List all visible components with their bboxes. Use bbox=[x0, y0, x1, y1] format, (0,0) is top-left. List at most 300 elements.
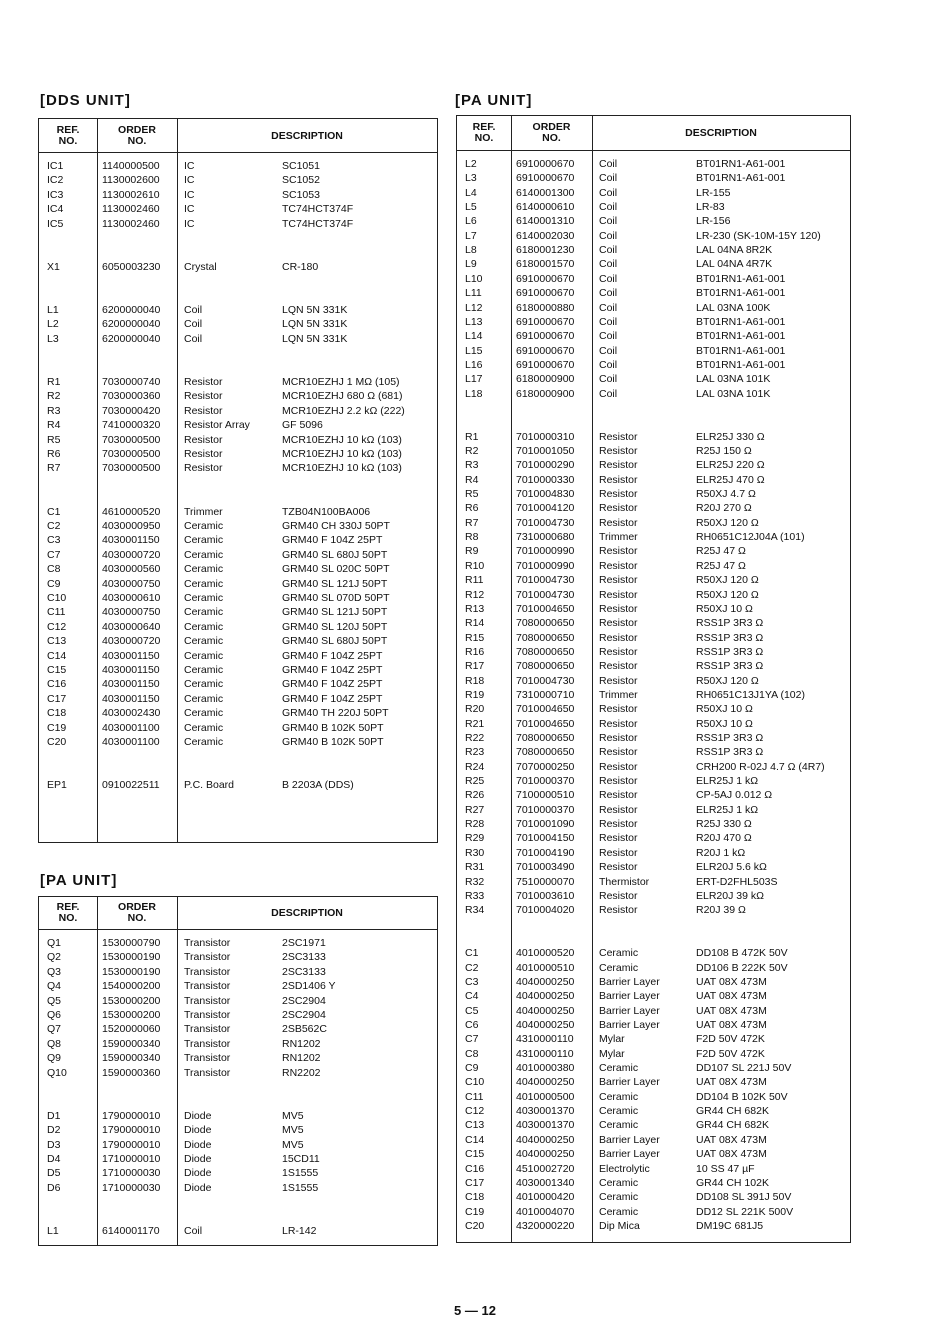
table-row bbox=[39, 950, 437, 964]
order-no: 1130002600 bbox=[102, 174, 160, 187]
part-spec: R50XJ 10 Ω bbox=[696, 703, 753, 716]
part-spec: BT01RN1-A61-001 bbox=[696, 315, 786, 328]
order-no-header-line2: NO. bbox=[127, 134, 147, 147]
ref-no: R27 bbox=[465, 803, 485, 816]
part-spec: LR-230 (SK-10M-15Y 120) bbox=[696, 229, 821, 242]
order-no: 7010004150 bbox=[516, 832, 575, 845]
ref-no: C11 bbox=[47, 606, 66, 619]
table-row bbox=[39, 303, 437, 317]
part-type: Ceramic bbox=[184, 707, 224, 720]
part-type: Transistor bbox=[184, 1009, 231, 1021]
table-row bbox=[39, 533, 437, 547]
ref-no: R29 bbox=[465, 832, 485, 845]
part-type: Transistor bbox=[184, 965, 231, 978]
table-row bbox=[457, 717, 850, 731]
part-type: Resistor bbox=[599, 445, 638, 457]
order-no: 4030001370 bbox=[516, 1119, 575, 1132]
ref-no: L3 bbox=[465, 172, 477, 185]
table-row bbox=[39, 692, 437, 706]
ref-no: IC2 bbox=[47, 174, 64, 187]
part-spec: GRM40 SL 120J 50PT bbox=[282, 620, 388, 633]
part-spec: MCR10EZHJ 10 kΩ (103) bbox=[282, 448, 402, 460]
table-row bbox=[39, 1152, 437, 1166]
part-type: Resistor bbox=[599, 631, 638, 644]
part-spec: LR-156 bbox=[696, 215, 731, 228]
part-spec: TC74HCT374F bbox=[282, 217, 354, 230]
order-no: 6910000670 bbox=[516, 330, 575, 343]
ref-no: C2 bbox=[465, 961, 479, 974]
order-no: 4040000250 bbox=[516, 990, 575, 1003]
part-spec: TC74HCT374F bbox=[282, 203, 354, 216]
table-row bbox=[39, 620, 437, 634]
part-type: Resistor bbox=[599, 660, 638, 673]
ref-no: L1 bbox=[47, 1225, 59, 1237]
ref-no: R5 bbox=[47, 433, 61, 446]
part-type: Ceramic bbox=[184, 721, 224, 734]
ref-no: Q2 bbox=[47, 951, 62, 964]
part-type: Transistor bbox=[184, 994, 231, 1007]
part-type: Ceramic bbox=[184, 635, 224, 648]
ref-no: C9 bbox=[47, 577, 61, 590]
order-no: 6180000900 bbox=[516, 373, 575, 386]
part-spec: UAT 08X 473M bbox=[696, 990, 767, 1003]
part-spec: GR44 CH 682K bbox=[696, 1119, 769, 1132]
table-row bbox=[457, 659, 850, 673]
part-spec: GRM40 B 102K 50PT bbox=[282, 721, 384, 734]
table-row bbox=[457, 1090, 850, 1104]
order-no: 4030001340 bbox=[516, 1176, 575, 1189]
order-no: 4040000250 bbox=[516, 1133, 575, 1146]
order-no: 1710000030 bbox=[102, 1181, 161, 1194]
order-no: 7310000710 bbox=[516, 688, 575, 701]
ref-no: C3 bbox=[465, 975, 479, 988]
ref-no: Q10 bbox=[47, 1066, 67, 1079]
ref-no: C10 bbox=[47, 592, 67, 604]
order-no: 4040000250 bbox=[516, 1076, 575, 1089]
order-no: 4610000520 bbox=[102, 505, 161, 518]
ref-no: Q9 bbox=[47, 1052, 62, 1065]
part-type: Resistor bbox=[599, 574, 638, 587]
table-row bbox=[39, 591, 437, 605]
order-no: 6910000670 bbox=[516, 172, 575, 185]
table-row bbox=[457, 200, 850, 214]
table-row bbox=[39, 1138, 437, 1152]
ref-no: R12 bbox=[465, 588, 485, 601]
ref-no: IC4 bbox=[47, 203, 64, 216]
part-spec: RN2202 bbox=[282, 1066, 321, 1079]
part-spec: R50XJ 10 Ω bbox=[696, 602, 753, 615]
ref-no: R1 bbox=[47, 376, 61, 388]
table-row bbox=[39, 663, 437, 677]
order-no-header-line2: NO. bbox=[542, 132, 561, 144]
ref-no: R6 bbox=[47, 448, 61, 460]
description-header: DESCRIPTION bbox=[271, 129, 343, 142]
order-no: 4010004070 bbox=[516, 1205, 575, 1218]
part-spec: GRM40 CH 330J 50PT bbox=[282, 520, 390, 532]
part-type: IC bbox=[184, 160, 195, 172]
ref-no: C14 bbox=[47, 649, 67, 662]
order-no: 4030000640 bbox=[102, 620, 161, 633]
table-row bbox=[457, 1162, 850, 1176]
part-type: Resistor bbox=[599, 760, 638, 773]
part-spec: F2D 50V 472K bbox=[696, 1047, 765, 1060]
table-row bbox=[457, 645, 850, 659]
order-no: 7030000500 bbox=[102, 462, 161, 475]
part-spec: DD104 B 102K 50V bbox=[696, 1090, 788, 1103]
order-no: 7030000500 bbox=[102, 448, 161, 460]
order-no: 4030001150 bbox=[102, 649, 160, 662]
order-no-header-line2: NO. bbox=[127, 912, 147, 924]
part-spec: BT01RN1-A61-001 bbox=[696, 158, 786, 170]
order-no: 4030001150 bbox=[102, 678, 160, 691]
table-row bbox=[39, 548, 437, 562]
part-spec: 2SC3133 bbox=[282, 951, 326, 964]
part-type: Coil bbox=[184, 1225, 203, 1237]
order-no: 7010004830 bbox=[516, 488, 575, 501]
part-spec: ELR25J 1 kΩ bbox=[696, 775, 759, 788]
order-no: 6910000670 bbox=[516, 272, 575, 285]
ref-no: L6 bbox=[465, 215, 477, 228]
part-type: Resistor bbox=[599, 588, 638, 601]
order-no: 4510002720 bbox=[516, 1162, 575, 1175]
ref-no: L8 bbox=[465, 244, 477, 257]
ref-no: R26 bbox=[465, 789, 485, 802]
part-type: Resistor bbox=[599, 889, 638, 902]
ref-no-header-line2: NO. bbox=[58, 912, 78, 924]
table-row bbox=[457, 344, 850, 358]
order-no: 4010000510 bbox=[516, 961, 575, 974]
table-row bbox=[457, 186, 850, 200]
part-spec: GRM40 F 104Z 25PT bbox=[282, 534, 383, 547]
part-spec: ELR25J 1 kΩ bbox=[696, 803, 759, 816]
pa-unit-title-left: [PA UNIT] bbox=[40, 872, 118, 889]
order-no: 4040000250 bbox=[516, 975, 575, 988]
ref-no: R23 bbox=[465, 746, 485, 759]
ref-no: R4 bbox=[47, 419, 61, 432]
table-row bbox=[457, 1190, 850, 1204]
order-no: 4030001100 bbox=[102, 736, 160, 748]
part-type: Barrier Layer bbox=[599, 990, 660, 1003]
ref-no: IC1 bbox=[47, 160, 64, 172]
table-row bbox=[457, 430, 850, 444]
part-type: Ceramic bbox=[184, 649, 224, 662]
part-spec: R50XJ 120 Ω bbox=[696, 574, 759, 587]
part-type: Coil bbox=[599, 244, 618, 257]
part-type: Barrier Layer bbox=[599, 1076, 660, 1089]
part-type: Ceramic bbox=[184, 592, 224, 604]
table-row bbox=[457, 774, 850, 788]
part-type: Diode bbox=[184, 1124, 212, 1137]
ref-no: R18 bbox=[465, 674, 485, 687]
order-no: 4310000110 bbox=[516, 1047, 574, 1060]
ref-no: R19 bbox=[465, 688, 485, 701]
order-no: 4030001370 bbox=[516, 1105, 575, 1118]
ref-no: R21 bbox=[465, 717, 485, 730]
table-row bbox=[39, 447, 437, 461]
header-divider bbox=[457, 150, 850, 151]
part-type: Diode bbox=[184, 1153, 212, 1165]
ref-no: C15 bbox=[465, 1148, 485, 1161]
order-no: 7080000650 bbox=[516, 617, 575, 630]
table-row bbox=[457, 831, 850, 845]
ref-no: R7 bbox=[465, 516, 479, 529]
ref-no: C12 bbox=[465, 1105, 485, 1118]
table-row bbox=[39, 173, 437, 187]
part-spec: GRM40 F 104Z 25PT bbox=[282, 649, 383, 662]
ref-no: R28 bbox=[465, 818, 485, 831]
ref-no: R22 bbox=[465, 732, 485, 744]
part-spec: GRM40 SL 680J 50PT bbox=[282, 548, 388, 561]
part-spec: BT01RN1-A61-001 bbox=[696, 330, 786, 343]
order-no: 6180000900 bbox=[516, 387, 575, 400]
order-no: 1590000360 bbox=[102, 1066, 161, 1079]
table-row bbox=[457, 487, 850, 501]
order-no: 7010001050 bbox=[516, 445, 575, 457]
order-no: 4010000420 bbox=[516, 1191, 575, 1204]
table-row bbox=[457, 372, 850, 386]
ref-no: Q5 bbox=[47, 994, 62, 1007]
part-type: Mylar bbox=[599, 1047, 625, 1060]
part-type: Resistor bbox=[599, 775, 638, 788]
ref-no: C13 bbox=[47, 635, 67, 648]
table-row bbox=[39, 936, 437, 950]
part-type: Barrier Layer bbox=[599, 1004, 660, 1017]
part-spec: R20J 470 Ω bbox=[696, 832, 752, 845]
order-no: 6140002030 bbox=[516, 229, 575, 242]
order-no: 1540000200 bbox=[102, 980, 161, 993]
table-row bbox=[39, 706, 437, 720]
part-type: Ceramic bbox=[599, 1191, 639, 1204]
part-spec: GF 5096 bbox=[282, 419, 323, 432]
header-divider bbox=[39, 929, 437, 930]
ref-no: R14 bbox=[465, 617, 485, 630]
order-no: 7080000650 bbox=[516, 631, 575, 644]
order-no: 1520000060 bbox=[102, 1023, 161, 1036]
table-row bbox=[39, 994, 437, 1008]
order-no: 1530000200 bbox=[102, 1009, 161, 1021]
part-type: Resistor bbox=[599, 459, 638, 472]
order-no: 1590000340 bbox=[102, 1052, 161, 1065]
ref-no: C11 bbox=[465, 1090, 484, 1103]
part-type: Ceramic bbox=[184, 664, 224, 676]
part-type: Trimmer bbox=[599, 688, 638, 701]
ref-no: R2 bbox=[47, 390, 61, 403]
ref-no: R3 bbox=[465, 459, 479, 472]
part-spec: DD106 B 222K 50V bbox=[696, 961, 788, 974]
table-row bbox=[39, 1224, 437, 1238]
order-no: 7010001090 bbox=[516, 818, 575, 831]
part-type: Resistor bbox=[599, 789, 638, 802]
part-type: IC bbox=[184, 203, 195, 216]
table-row bbox=[39, 317, 437, 331]
part-type: Transistor bbox=[184, 1037, 231, 1050]
part-spec: CR-180 bbox=[282, 260, 319, 273]
ref-no: C16 bbox=[465, 1162, 485, 1175]
table-row bbox=[39, 433, 437, 447]
ref-no: C15 bbox=[47, 664, 67, 676]
part-spec: SC1051 bbox=[282, 160, 320, 172]
table-row bbox=[39, 577, 437, 591]
part-spec: 15CD11 bbox=[282, 1153, 320, 1165]
table-row bbox=[39, 159, 437, 173]
part-spec: MCR10EZHJ 10 kΩ (103) bbox=[282, 433, 402, 446]
table-row bbox=[39, 605, 437, 619]
order-no: 7100000510 bbox=[516, 789, 575, 802]
order-no: 7410000320 bbox=[102, 419, 161, 432]
table-row bbox=[457, 559, 850, 573]
order-no-header-line1: ORDER bbox=[532, 121, 571, 133]
table-row bbox=[457, 1118, 850, 1132]
pa-parts-table-left bbox=[38, 896, 438, 1246]
ref-no: C13 bbox=[465, 1119, 485, 1132]
ref-no: R10 bbox=[465, 559, 485, 572]
part-type: Coil bbox=[599, 315, 618, 328]
part-type: Resistor bbox=[599, 502, 638, 515]
ref-no-header bbox=[39, 125, 97, 147]
ref-no: L7 bbox=[465, 229, 477, 242]
table-row bbox=[457, 358, 850, 372]
table-row bbox=[39, 778, 437, 792]
order-no: 7010004650 bbox=[516, 703, 575, 716]
part-type: Transistor bbox=[184, 980, 231, 993]
part-type: Ceramic bbox=[184, 620, 224, 633]
part-spec: LAL 03NA 101K bbox=[696, 387, 771, 400]
order-no: 6180000880 bbox=[516, 301, 575, 314]
table-row bbox=[457, 989, 850, 1003]
part-spec: GRM40 SL 121J 50PT bbox=[282, 577, 388, 590]
table-row bbox=[39, 1051, 437, 1065]
ref-no: C7 bbox=[47, 548, 61, 561]
table-row bbox=[457, 903, 850, 917]
part-type: Resistor bbox=[599, 545, 638, 558]
part-type: IC bbox=[184, 174, 195, 187]
ref-no: R3 bbox=[47, 404, 61, 417]
table-row bbox=[457, 444, 850, 458]
table-row bbox=[39, 1008, 437, 1022]
table-row bbox=[39, 979, 437, 993]
table-row bbox=[39, 188, 437, 202]
part-type: Resistor bbox=[599, 904, 638, 917]
ref-no-header-line1: REF. bbox=[56, 901, 80, 913]
part-type: Transistor bbox=[184, 937, 231, 949]
part-spec: MV5 bbox=[282, 1109, 304, 1122]
ref-no: C14 bbox=[465, 1133, 485, 1146]
part-type: Resistor bbox=[184, 433, 223, 446]
part-type: Resistor bbox=[599, 703, 638, 716]
part-type: Mylar bbox=[599, 1033, 625, 1046]
part-type: Diode bbox=[184, 1138, 212, 1151]
ref-no: C18 bbox=[465, 1191, 485, 1204]
part-spec: UAT 08X 473M bbox=[696, 975, 767, 988]
ref-no: C9 bbox=[465, 1062, 479, 1075]
part-spec: RN1202 bbox=[282, 1037, 321, 1050]
part-spec: R20J 270 Ω bbox=[696, 502, 752, 515]
ref-no: IC5 bbox=[47, 217, 64, 230]
table-row bbox=[457, 946, 850, 960]
order-no: 4030000720 bbox=[102, 548, 161, 561]
part-type: IC bbox=[184, 217, 195, 230]
ref-no: C1 bbox=[47, 505, 61, 518]
part-spec: GRM40 F 104Z 25PT bbox=[282, 664, 383, 676]
ref-no: D4 bbox=[47, 1153, 61, 1165]
part-spec: UAT 08X 473M bbox=[696, 1076, 767, 1089]
part-type: Resistor bbox=[599, 488, 638, 501]
part-type: Transistor bbox=[184, 951, 231, 964]
order-no-header-line1: ORDER bbox=[118, 123, 156, 136]
ref-no: C5 bbox=[465, 1004, 479, 1017]
ref-no: R24 bbox=[465, 760, 485, 773]
table-row bbox=[39, 461, 437, 475]
ref-no: R31 bbox=[465, 861, 485, 874]
part-spec: GRM40 SL 070D 50PT bbox=[282, 592, 390, 604]
part-type: Resistor bbox=[599, 803, 638, 816]
part-spec: RSS1P 3R3 Ω bbox=[696, 617, 764, 630]
table-row bbox=[457, 889, 850, 903]
order-no: 4030000560 bbox=[102, 563, 161, 576]
order-no: 7010004020 bbox=[516, 904, 575, 917]
part-spec: BT01RN1-A61-001 bbox=[696, 287, 786, 300]
order-no: 4030000610 bbox=[102, 592, 161, 604]
table-row bbox=[457, 616, 850, 630]
part-type: Resistor bbox=[599, 430, 638, 443]
part-type: Trimmer bbox=[184, 505, 223, 518]
part-spec: ELR25J 470 Ω bbox=[696, 473, 765, 486]
ref-no-header bbox=[457, 122, 511, 144]
part-spec: R50XJ 120 Ω bbox=[696, 516, 759, 529]
order-no: 4030000750 bbox=[102, 606, 161, 619]
table-row bbox=[39, 375, 437, 389]
part-type: Resistor bbox=[184, 462, 223, 475]
part-spec: MCR10EZHJ 10 kΩ (103) bbox=[282, 462, 402, 475]
ref-no-header-line2: NO. bbox=[474, 132, 494, 144]
part-spec: ELR25J 330 Ω bbox=[696, 430, 765, 443]
ref-no: C18 bbox=[47, 707, 67, 720]
part-spec: DM19C 681J5 bbox=[696, 1219, 764, 1232]
part-type: Ceramic bbox=[184, 563, 224, 576]
ref-no: L9 bbox=[465, 258, 477, 271]
part-type: Diode bbox=[184, 1109, 212, 1122]
ref-no: C2 bbox=[47, 520, 61, 532]
table-row bbox=[457, 1176, 850, 1190]
ref-no: D2 bbox=[47, 1124, 61, 1137]
part-spec: UAT 08X 473M bbox=[696, 1004, 767, 1017]
part-type: Resistor bbox=[599, 861, 638, 874]
part-spec: DD108 B 472K 50V bbox=[696, 947, 788, 960]
ref-no: C7 bbox=[465, 1033, 479, 1046]
order-no: 7010003490 bbox=[516, 861, 575, 874]
part-type: Coil bbox=[599, 344, 618, 357]
ref-no: R34 bbox=[465, 904, 485, 917]
order-no: 4030002430 bbox=[102, 707, 161, 720]
table-row bbox=[39, 1037, 437, 1051]
part-spec: RSS1P 3R3 Ω bbox=[696, 660, 764, 673]
ref-no: L4 bbox=[465, 186, 477, 199]
order-no: 7010004730 bbox=[516, 574, 575, 587]
part-type: Ceramic bbox=[599, 961, 639, 974]
table-row bbox=[457, 1104, 850, 1118]
ref-no: EP1 bbox=[47, 779, 67, 792]
part-spec: LQN 5N 331K bbox=[282, 318, 348, 331]
part-type: Trimmer bbox=[599, 531, 638, 544]
part-type: Coil bbox=[599, 215, 618, 228]
table-row bbox=[457, 329, 850, 343]
order-no: 1790000010 bbox=[102, 1109, 161, 1122]
order-no: 6180001230 bbox=[516, 244, 575, 257]
order-no: 4030001150 bbox=[102, 664, 160, 676]
table-row bbox=[39, 505, 437, 519]
order-no: 6200000040 bbox=[102, 304, 161, 316]
table-row bbox=[457, 573, 850, 587]
